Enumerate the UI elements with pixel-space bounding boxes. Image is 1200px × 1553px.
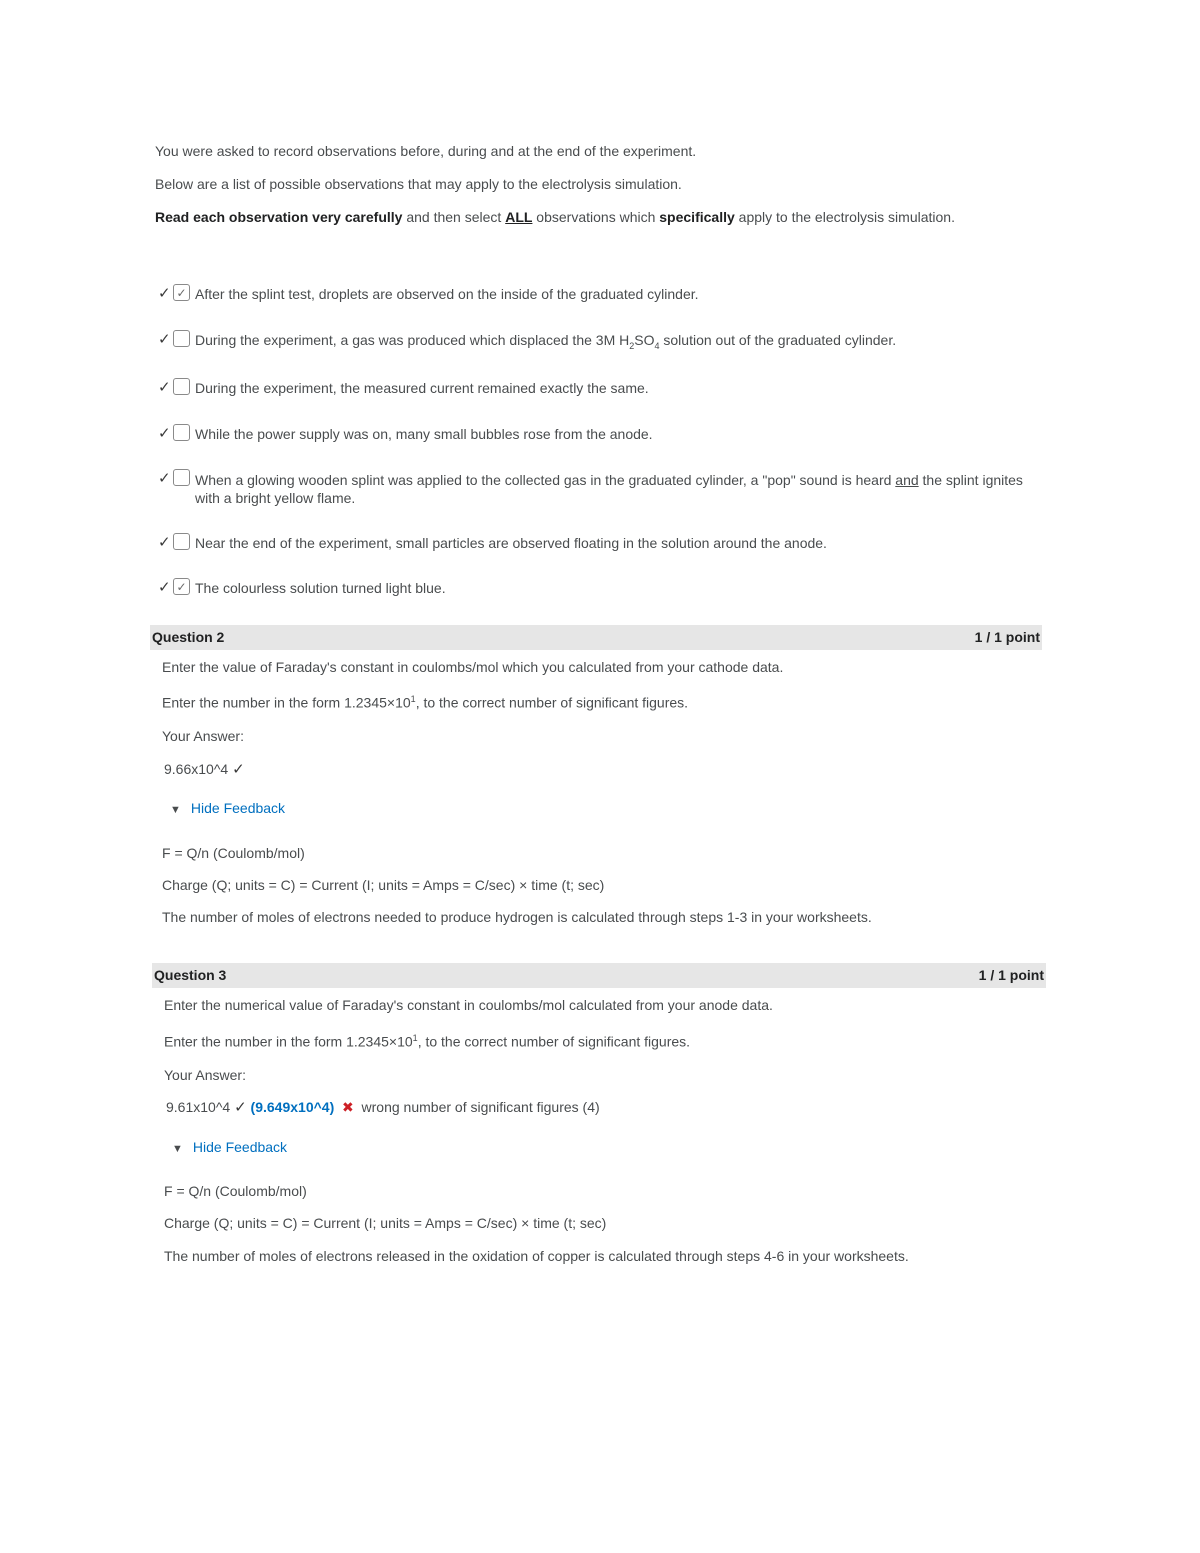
check-icon: ✓ — [158, 579, 171, 596]
observation-text: Near the end of the experiment, small particles are observed floating in the solution around the anode. — [195, 535, 827, 551]
intro-bold-2: specifically — [659, 209, 735, 225]
q-sup: 1 — [412, 1033, 418, 1043]
obs-text-part: SO — [634, 332, 655, 348]
obs-sub: 4 — [654, 340, 660, 351]
observation-checkbox[interactable] — [173, 378, 190, 395]
question-title: Question 3 — [154, 967, 227, 983]
observation-text: After the splint test, droplets are observed on the inside of the graduated cylinder. — [195, 286, 699, 302]
wrong-note: wrong number of significant figures (4) — [361, 1099, 600, 1115]
intro-mid-2: observations which — [532, 209, 660, 225]
obs-underline: and — [895, 472, 919, 488]
q-text-part: Enter the number in the form 1.2345×10 — [164, 1033, 413, 1050]
check-icon: ✓ — [158, 331, 171, 348]
feedback-line-1: F = Q/n (Coulomb/mol) — [162, 845, 305, 861]
observation-text — [195, 471, 1045, 507]
observation-text: The colourless solution turned light blue. — [195, 580, 446, 596]
observation-text: While the power supply was on, many small bubbles rose from the anode. — [195, 426, 653, 442]
hide-feedback-toggle[interactable] — [172, 1139, 287, 1155]
feedback-line-2: Charge (Q; units = C) = Current (I; units = Amps = C/sec) × time (t; sec) — [162, 877, 605, 893]
check-icon: ✓ — [158, 470, 171, 487]
check-icon: ✓ — [232, 761, 245, 778]
observation-checkbox[interactable] — [173, 284, 190, 301]
answer-value: 9.66x10^4 — [164, 761, 229, 777]
observation-checkbox[interactable] — [173, 330, 190, 347]
q-text-part: , to the correct number of significant figures. — [417, 1033, 691, 1050]
check-icon: ✓ — [234, 1099, 247, 1116]
checkbox-check-icon: ✓ — [176, 286, 187, 300]
intro-end: apply to the electrolysis simulation. — [734, 209, 955, 225]
correct-answer: (9.649x10^4) — [250, 1099, 335, 1115]
question-2-text-1: Enter the value of Faraday's constant in coulombs/mol which you calculated from your cathode data. — [162, 659, 784, 675]
observation-checkbox[interactable] — [173, 578, 190, 595]
answer-label: Your Answer: — [164, 1067, 246, 1083]
check-icon: ✓ — [158, 285, 171, 302]
intro-line-1: You were asked to record observations before, during and at the end of the experiment. — [155, 143, 697, 159]
observation-checkbox[interactable] — [173, 424, 190, 441]
observation-checkbox[interactable] — [173, 533, 190, 550]
check-icon: ✓ — [158, 534, 171, 551]
intro-mid-1: and then select — [402, 209, 506, 225]
feedback-line-3: The number of moles of electrons needed to produce hydrogen is calculated through steps 1-3 in your worksheets. — [162, 909, 872, 925]
check-icon: ✓ — [158, 425, 171, 442]
check-icon: ✓ — [158, 379, 171, 396]
question-2-header — [150, 625, 1042, 650]
intro-bold-1: Read each observation very carefully — [155, 209, 403, 225]
observation-text: During the experiment, the measured current remained exactly the same. — [195, 380, 649, 396]
obs-text-part: the splint ignites with a bright yellow flame. — [195, 472, 1023, 506]
hide-feedback-toggle[interactable] — [170, 800, 285, 816]
cross-icon: ✖ — [342, 1099, 354, 1115]
intro-line-2: Below are a list of possible observations that may apply to the electrolysis simulation. — [155, 176, 682, 192]
question-3-text-2 — [164, 1033, 690, 1050]
observation-checkbox[interactable] — [173, 469, 190, 486]
hide-feedback-link[interactable]: Hide Feedback — [192, 1139, 288, 1155]
q-sup: 1 — [410, 694, 416, 704]
feedback-line-1: F = Q/n (Coulomb/mol) — [164, 1183, 307, 1199]
intro-line-3 — [155, 209, 955, 225]
checkbox-check-icon: ✓ — [176, 580, 187, 594]
question-3-answer — [166, 1098, 600, 1116]
question-points: 1 / 1 point — [974, 629, 1040, 645]
obs-text-part: When a glowing wooden splint was applied to the collected gas in the graduated cylinder, a "pop" sound is heard — [195, 472, 896, 488]
question-points: 1 / 1 point — [978, 967, 1044, 983]
question-3-text-1: Enter the numerical value of Faraday's constant in coulombs/mol calculated from your anode data. — [164, 997, 773, 1013]
obs-text-part: During the experiment, a gas was produced which displaced the 3M H — [195, 332, 630, 348]
observation-text — [195, 332, 896, 351]
q-text-part: Enter the number in the form 1.2345×10 — [162, 694, 411, 711]
feedback-line-2: Charge (Q; units = C) = Current (I; units = Amps = C/sec) × time (t; sec) — [164, 1215, 607, 1231]
feedback-line-3: The number of moles of electrons released in the oxidation of copper is calculated through steps 4-6 in your worksheets. — [164, 1248, 909, 1264]
answer-label: Your Answer: — [162, 728, 244, 744]
question-2-answer — [164, 760, 245, 778]
triangle-down-icon: ▼ — [172, 1143, 183, 1155]
answer-value: 9.61x10^4 — [166, 1099, 231, 1115]
q-text-part: , to the correct number of significant figures. — [415, 694, 689, 711]
obs-text-part: solution out of the graduated cylinder. — [659, 332, 897, 348]
triangle-down-icon: ▼ — [170, 804, 181, 816]
question-title: Question 2 — [152, 629, 225, 645]
obs-sub: 2 — [629, 340, 635, 351]
question-2-text-2 — [162, 694, 688, 711]
intro-all: ALL — [505, 209, 533, 225]
hide-feedback-link[interactable]: Hide Feedback — [190, 800, 286, 816]
question-3-header — [152, 963, 1046, 988]
